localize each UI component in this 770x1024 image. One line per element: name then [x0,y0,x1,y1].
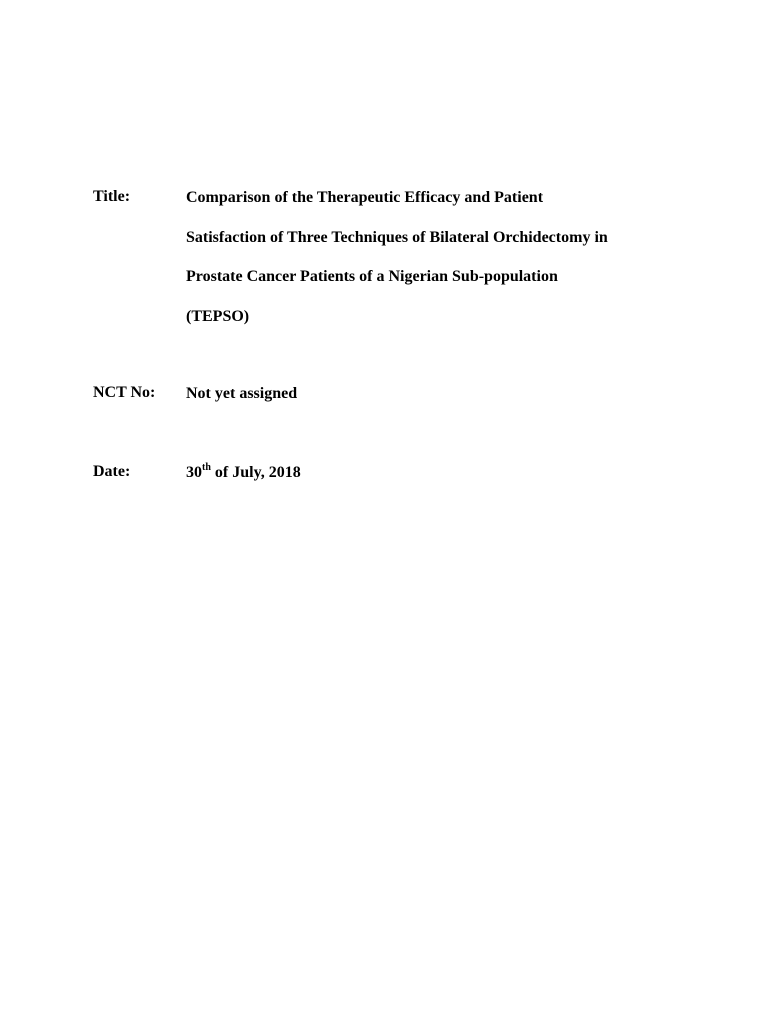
nct-number: Not yet assigned [186,385,298,402]
title-line-1: Comparison of the Therapeutic Efficacy and Patient [186,189,544,206]
date-day: 30 [186,464,202,481]
title-line-4: (TEPSO) [186,308,250,325]
date-label: Date: [93,463,131,480]
title-label: Title: [93,188,131,205]
date-month-year: of July, 2018 [210,464,301,481]
date-day-suffix: th [202,461,211,473]
nct-label: NCT No: [93,384,156,401]
date-text [186,463,301,483]
title-line-3: Prostate Cancer Patients of a Nigerian Sub-population [186,268,558,285]
title-line-2: Satisfaction of Three Techniques of Bilateral Orchidectomy in [186,229,608,246]
